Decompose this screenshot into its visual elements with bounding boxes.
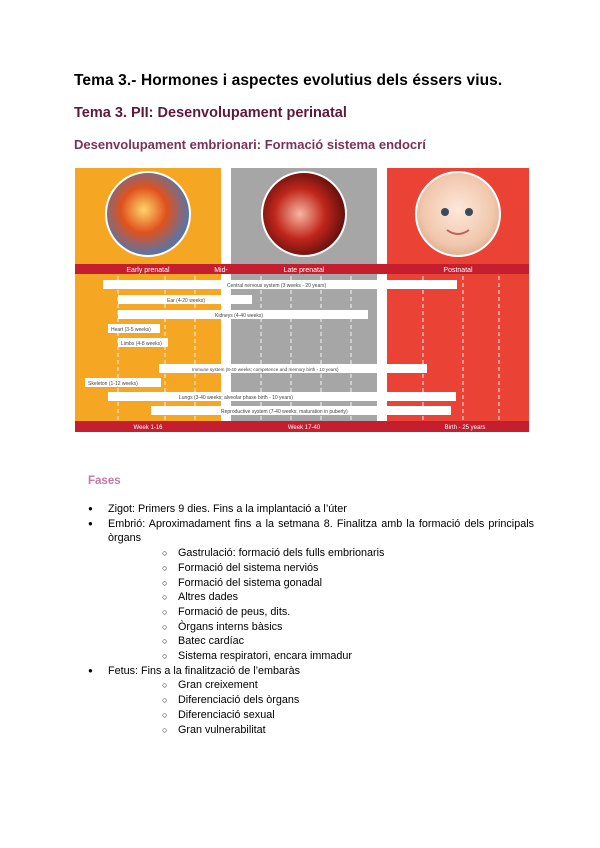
list-item: ○ Gran vulnerabilitat	[108, 723, 534, 738]
list-item	[74, 664, 534, 738]
week-label-late: Week 17-40	[287, 425, 321, 431]
bar-immune-label: Immune system (8-40 weeks; competence and memory birth - 10 years)	[192, 367, 339, 372]
fetus-sublist	[108, 678, 534, 737]
section-heading: Desenvolupament embrionari: Formació sistema endocrí	[74, 137, 426, 152]
list-item: ○ Gastrulació: formació dels fulls embrionaris	[108, 546, 534, 561]
list-item: ○ Diferenciació dels òrgans	[108, 693, 534, 708]
fases-heading: Fases	[88, 475, 121, 487]
stage-label-early: Early prenatal	[126, 267, 170, 274]
bar-kidneys-label: Kidneys (4-40 weeks)	[215, 313, 264, 319]
phase-fetus: Fetus: Fins a la finalització de l’embaràs	[108, 664, 301, 677]
embryo-image	[106, 172, 190, 256]
list-item: ○ Formació del sistema nerviós	[108, 561, 534, 576]
stage-label-postnatal: Postnatal	[443, 267, 473, 274]
list-item: ○ Altres dades	[108, 590, 534, 605]
list-item: ○ Gran creixement	[108, 678, 534, 693]
document-title: Tema 3.- Hormones i aspectes evolutius dels éssers vius.	[74, 72, 503, 89]
embrio-sublist	[108, 546, 534, 664]
development-timeline-figure	[75, 168, 529, 432]
list-item: ○ Formació del sistema gonadal	[108, 576, 534, 591]
phases-list	[74, 502, 534, 737]
stage-label-mid: Mid-	[214, 267, 228, 274]
list-item: ○ Formació de peus, dits.	[108, 605, 534, 620]
bar-lungs-label: Lungs (3-40 weeks; alveolar phase birth - 10 years)	[179, 395, 293, 401]
list-item: ○ Diferenciació sexual	[108, 708, 534, 723]
list-item	[74, 502, 534, 517]
bar-cns-label: Central nervous system (3 weeks - 20 years)	[227, 283, 327, 289]
week-label-postnatal: Birth - 25 years	[444, 425, 486, 431]
list-item: ○ Òrgans interns bàsics	[108, 620, 534, 635]
baby-image	[416, 172, 500, 256]
list-item	[74, 517, 534, 664]
list-item: ○ Sistema respiratori, encara immadur	[108, 649, 534, 664]
phase-embrio: Embrió: Aproximadament fins a la setmana 8. Finalitza amb la formació dels principals òrgans	[108, 517, 534, 545]
phase-zigot: Zigot: Primers 9 dies. Fins a la implantació a l’úter	[108, 503, 347, 515]
bar-limbs-label: Limbs (4-8 weeks)	[121, 341, 162, 347]
stage-label-late: Late prenatal	[283, 267, 325, 274]
list-item: ○ Batec cardíac	[108, 634, 534, 649]
bar-ear-label: Ear (4-20 weeks)	[167, 298, 206, 304]
week-label-early: Week 1-16	[133, 425, 163, 431]
document-subtitle: Tema 3. PII: Desenvolupament perinatal	[74, 105, 347, 121]
bar-skeleton-label: Skeleton (1-12 weeks)	[88, 381, 138, 387]
bar-reproductive-label: Reproductive system (7-40 weeks; maturation in puberty)	[221, 409, 348, 415]
bar-heart-label: Heart (3-5 weeks)	[111, 327, 151, 333]
fetus-image	[262, 172, 346, 256]
